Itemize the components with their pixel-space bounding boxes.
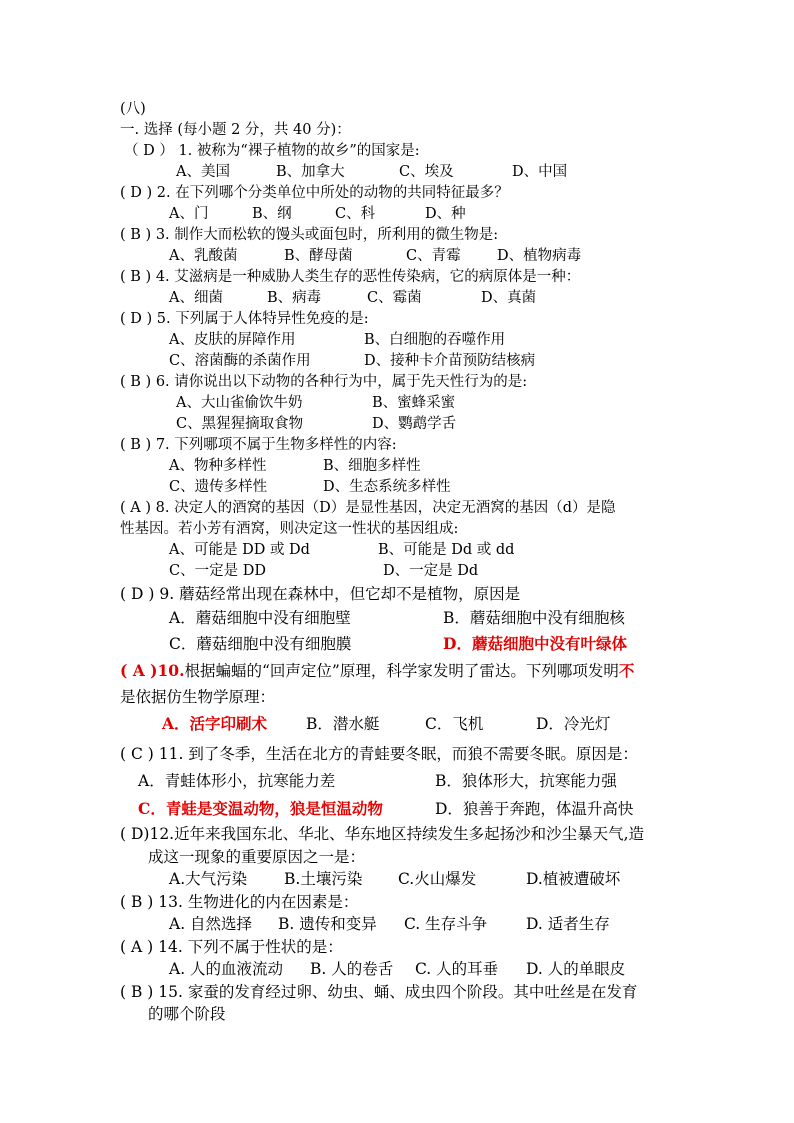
option-d: D、中国: [512, 164, 568, 180]
question-text: 艾滋病是一种威胁人类生存的恶性传染病，它的病原体是一种：: [174, 269, 581, 285]
question-text: 下列不属于性状的是：: [187, 938, 343, 956]
option-b: B、酵母菌: [284, 248, 353, 264]
answer: ( D ): [120, 185, 153, 201]
answer: ( A ): [120, 500, 152, 516]
section-number: (八): [120, 101, 146, 117]
option-c: C．飞机: [425, 715, 484, 733]
option-d: D、鹦鹉学舌: [372, 416, 457, 432]
question-text: 下列哪项不属于生物多样性的内容:: [174, 437, 397, 453]
option-c: C、埃及: [399, 164, 454, 180]
question-text: 近年来我国东北、华北、华东地区持续发生多起扬沙和沙尘暴天气,造: [174, 825, 645, 843]
option-b: B. 遗传和变异: [278, 915, 377, 933]
option-d-correct: D．蘑菇细胞中没有叶绿体: [443, 634, 627, 653]
option-a: A．蘑菇细胞中没有细胞壁: [169, 609, 351, 627]
answer: ( B ): [120, 269, 152, 285]
option-c-correct: C．青蛙是变温动物，狼是恒温动物: [138, 799, 383, 818]
answer: ( B ): [120, 374, 152, 390]
option-c: C、霉菌: [367, 290, 422, 306]
question-number: 6.: [155, 374, 170, 390]
question-number: 5.: [156, 311, 171, 327]
question-13: [120, 892, 358, 912]
option-c: C、科: [335, 206, 376, 222]
option-b: B、细胞多样性: [323, 458, 421, 474]
option-b: B、蜜蜂采蜜: [372, 395, 456, 411]
question-text: 蘑菇经常出现在森林中，但它却不是植物，原因是: [179, 585, 521, 603]
answer: ( B ): [120, 983, 154, 1001]
question-number: 2.: [156, 185, 171, 201]
option-b: B．潜水艇: [306, 715, 380, 733]
question-10: [120, 661, 634, 681]
option-d: D、生态系统多样性: [323, 479, 451, 495]
option-a: A、细菌: [169, 290, 223, 306]
question-text-emphasis: 不: [618, 661, 635, 680]
question-15-continued: 的哪个阶段: [148, 1005, 226, 1023]
option-b: B、加拿大: [276, 164, 345, 180]
question-11: [120, 744, 638, 764]
question-number: 1.: [178, 143, 193, 159]
question-12-continued: 成这一现象的重要原因之一是：: [148, 848, 366, 866]
option-d: D. 适者生存: [526, 915, 610, 933]
question-6: [120, 372, 527, 392]
option-d: D、一定是 Dd: [383, 563, 479, 579]
option-a: A、皮肤的屏障作用: [169, 332, 296, 348]
option-b: B、病毒: [267, 290, 322, 306]
option-d: D. 人的单眼皮: [526, 960, 626, 978]
option-b: B、白细胞的吞噬作用: [364, 332, 506, 348]
section-title: 一. 选择 (每小题 2 分，共 40 分)：: [120, 122, 351, 138]
option-c: C、黑猩猩摘取食物: [176, 416, 304, 432]
question-5: [120, 309, 369, 329]
option-d: D、种: [425, 206, 466, 222]
option-b: B.土壤污染: [284, 870, 363, 888]
option-b: B、可能是 Dd 或 dd: [378, 542, 515, 558]
answer: ( D ): [120, 585, 155, 603]
option-a: A. 人的血液流动: [169, 960, 284, 978]
question-number: 13.: [158, 893, 183, 911]
option-d: D、接种卡介苗预防结核病: [364, 353, 536, 369]
question-8: [120, 498, 615, 518]
question-text: 制作大而松软的馒头或面包时，所利用的微生物是:: [174, 227, 499, 243]
answer: ( B ): [120, 893, 154, 911]
question-number: 10.: [157, 661, 185, 680]
option-c: C、溶菌酶的杀菌作用: [169, 353, 311, 369]
option-d: D．冷光灯: [536, 715, 611, 733]
option-c: C、遗传多样性: [169, 479, 268, 495]
option-c: C.火山爆发: [398, 870, 477, 888]
option-a: A、可能是 DD 或 Dd: [169, 542, 310, 558]
question-text: 到了冬季，生活在北方的青蛙要冬眠，而狼不需要冬眠。原因是：: [188, 745, 638, 763]
question-text: 决定人的酒窝的基因（D）是显性基因，决定无酒窝的基因（d）是隐: [174, 500, 616, 516]
option-a-correct: A．活字印刷术: [162, 714, 268, 733]
answer: ( A ): [120, 938, 154, 956]
answer: ( A ): [120, 661, 158, 680]
option-b: B. 人的卷舌: [310, 960, 394, 978]
option-d: D、真菌: [481, 290, 537, 306]
question-number: 3.: [155, 227, 170, 243]
question-text: 生物进化的内在因素是：: [187, 893, 359, 911]
question-1: [124, 141, 420, 161]
option-a: A、乳酸菌: [169, 248, 238, 264]
question-number: 15.: [158, 983, 183, 1001]
question-number: 11.: [158, 745, 184, 763]
option-a: A、美国: [176, 164, 230, 180]
answer: ( B ): [120, 437, 152, 453]
question-15: [120, 982, 637, 1002]
option-c: C. 人的耳垂: [415, 960, 499, 978]
answer: ( D): [120, 825, 150, 843]
answer: ( D ): [120, 311, 153, 327]
option-a: A、门: [169, 206, 209, 222]
option-d: D.植被遭破坏: [526, 870, 621, 888]
answer: （ D ）: [124, 143, 174, 159]
question-2: [120, 183, 509, 203]
answer: ( B ): [120, 227, 152, 243]
question-text: 被称为“裸子植物的故乡”的国家是:: [196, 143, 420, 159]
option-c: C. 生存斗争: [404, 915, 488, 933]
answer: ( C ): [120, 745, 154, 763]
question-text: 下列属于人体特异性免疫的是:: [175, 311, 369, 327]
question-number: 4.: [155, 269, 170, 285]
question-text: 根据蝙蝠的“回声定位”原理，科学家发明了雷达。下列哪项发明: [184, 662, 619, 680]
question-number: 8.: [155, 500, 170, 516]
option-b: B．狼体形大，抗寒能力强: [435, 772, 617, 790]
option-a: A、物种多样性: [169, 458, 267, 474]
question-9: [120, 584, 520, 604]
question-text: 请你说出以下动物的各种行为中，属于先天性行为的是:: [174, 374, 528, 390]
option-d: D．狼善于奔跑，体温升高快: [435, 800, 634, 818]
question-10-continued: 是依据仿生物学原理：: [120, 688, 276, 706]
question-8-continued: 性基因。若小芳有酒窝，则决定这一性状的基因组成:: [120, 521, 459, 537]
option-a: A. 自然选择: [169, 915, 253, 933]
option-b: B．蘑菇细胞中没有细胞核: [443, 609, 625, 627]
question-text: 在下列哪个分类单位中所处的动物的共同特征最多？: [175, 185, 509, 201]
option-a: A.大气污染: [169, 870, 248, 888]
question-7: [120, 435, 397, 455]
question-number: 14.: [158, 938, 183, 956]
question-number: 12.: [149, 825, 175, 843]
option-a: A．青蛙体形小，抗寒能力差: [138, 772, 336, 790]
question-12: [120, 824, 644, 844]
question-number: 7.: [155, 437, 170, 453]
question-14: [120, 937, 343, 957]
option-d: D、植物病毒: [497, 248, 582, 264]
option-c: C、一定是 DD: [169, 563, 266, 579]
question-text: 家蚕的发育经过卵、幼虫、蛹、成虫四个阶段。其中吐丝是在发育: [187, 983, 638, 1001]
option-c: C．蘑菇细胞中没有细胞膜: [169, 635, 352, 653]
option-c: C、青霉: [406, 248, 461, 264]
option-a: A、大山雀偷饮牛奶: [176, 395, 303, 411]
question-3: [120, 225, 498, 245]
question-4: [120, 267, 580, 287]
question-number: 9.: [159, 585, 175, 603]
option-b: B、纲: [252, 206, 292, 222]
